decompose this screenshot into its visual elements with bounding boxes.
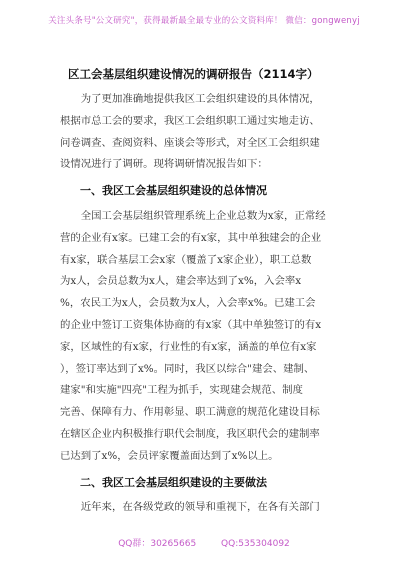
paragraph-line: 家，区域性的有x家，行业性的有x家，涵盖的单位有x家 [60,340,317,353]
paragraph-line: 有x家，联合基层工会x家（覆盖了x家企业），职工总数 [60,253,312,266]
document-title: 区工会基层组织建设情况的调研报告（2114字） [68,67,319,81]
paragraph-line: 完善、保障有力、作用彰显、职工满意的规范化建设目标 [60,406,320,419]
qq-contact-label: QQ:535304092 [221,539,290,549]
paragraph-line: 建家"和实施"四亮"工程为抓手，实现建会规范、制度 [60,384,303,397]
section2-paragraph [60,497,356,519]
intro-paragraph [60,89,356,176]
paragraph-line: 近年来，在各级党政的领导和重视下，在各有关部门 [60,501,320,513]
top-promo-banner: 关注头条号"公文研究"，获得最新最全最专业的公文资料库！ 微信：gongwenyj [48,16,360,26]
qq-group-label: QQ群：30265665 [118,539,197,549]
paragraph-line: ），签订率达到了x%。同时，我区以综合"建会、建制、 [60,362,315,375]
bottom-contact-banner [0,536,408,549]
paragraph-line: 的企业中签订工资集体协商的有x家（其中单独签订的有x [60,318,322,331]
paragraph-line: 设情况进行了调研。现将调研情况报告如下： [60,158,268,171]
section-heading-1: 一、我区工会基层组织建设的总体情况 [80,184,267,197]
paragraph-line: 已达到了x%，会员评家覆盖面达到了x%以上。 [60,449,279,462]
section1-paragraph [60,206,356,468]
paragraph-line: 根据市总工会的要求，我区工会组织职工通过实地走访、 [60,114,320,127]
paragraph-line: 全国工会基层组织管理系统上企业总数为x家，正常经 [60,210,326,222]
paragraph-line: 营的企业有x家。已建工会的有x家，其中单独建会的企业 [60,231,322,244]
paragraph-line: 为了更加准确地提供我区工会组织建设的具体情况， [60,93,320,105]
section-heading-2: 二、我区工会基层组织建设的主要做法 [80,476,267,489]
paragraph-line: %，农民工为x人，会员数为x人，入会率x%。已建工会 [60,297,316,310]
paragraph-line: 为x人，会员总数为x人，建会率达到了x%，入会率x [60,275,302,288]
paragraph-line: 在辖区企业内积极推行职代会制度，我区职代会的建制率 [60,427,320,440]
paragraph-line: 问卷调查、查阅资料、座谈会等形式，对全区工会组织建 [60,136,320,149]
